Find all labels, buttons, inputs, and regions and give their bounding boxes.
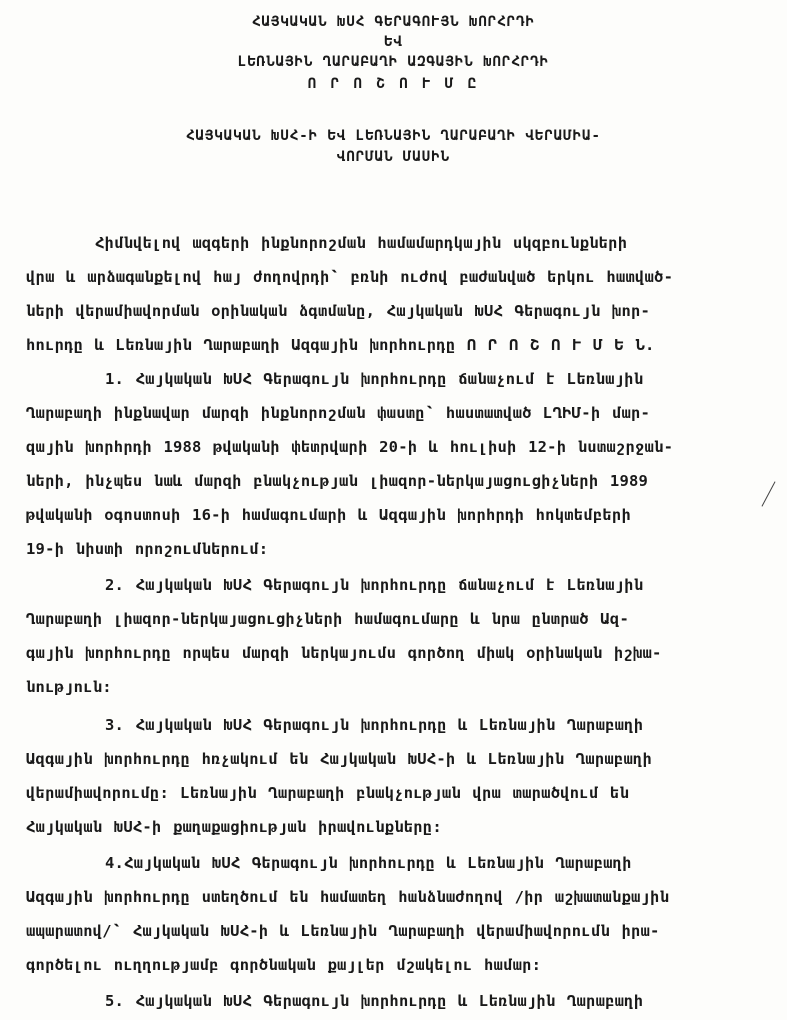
document-title-line-1: ՀԱՅԿԱԿԱՆ ԽՍՀ-Ի ԵՎ ԼԵՌՆԱՅԻՆ ՂԱՐԱԲԱՂԻ ՎԵՐԱՄԻԱ- xyxy=(186,128,601,144)
body-line-9: թվականի օգոստոսի 16-ի համագումարի և Ազգային խորհրդի հոկտեմբերի xyxy=(26,506,631,524)
body-line-5: 1. Հայկական ԽՍՀ Գերագույն խորհուրդը ճանաչում է Լեռնային xyxy=(105,370,644,388)
body-line-19: 4.Հայկական ԽՍՀ Գերագույն խորհուրդը և Լեռնային Ղարաբաղի xyxy=(105,854,632,872)
body-line-11: 2. Հայկական ԽՍՀ Գերագույն խորհուրդը ճանաչում է Լեռնային xyxy=(105,576,644,594)
body-line-2: վրա և արձագանքելով հայ ժողովրդի՝ բռնի ուժով բաժանված երկու հատված- xyxy=(26,268,674,286)
body-line-17: վերամիավորումը: Լեռնային Ղարաբաղի բնակչության վրա տարածվում են xyxy=(26,784,629,802)
body-line-13: գային խորհուրդը որպես մարզի ներկայումս գործող միակ օրինական իշխա- xyxy=(26,644,662,662)
body-line-1: Հիմնվելով ազգերի ինքնորոշման համամարդկային սկզբունքների xyxy=(95,234,628,252)
body-line-20: Ազգային խորհուրդը ստեղծում են համատեղ հանձնաժողով /իր աշխատանքային xyxy=(26,888,670,906)
header-line-1: ՀԱՅԿԱԿԱՆ ԽՍՀ ԳԵՐԱԳՈՒՅՆ ԽՈՐՀՐԴԻ xyxy=(252,14,535,30)
header-line-3: ԼԵՌՆԱՅԻՆ ՂԱՐԱԲԱՂԻ ԱԶԳԱՅԻՆ ԽՈՐՀՐԴԻ xyxy=(237,54,550,70)
body-line-7: զային խորհրդի 1988 թվականի փետրվարի 20-ի և հուլիսի 12-ի նստաշրջան- xyxy=(26,438,674,456)
body-line-10: 19-ի նիստի որոշումներում: xyxy=(26,540,269,558)
body-line-21: ապարատով/՝ Հայկական ԽՍՀ-ի և Լեռնային Ղարաբաղի վերամիավորումն իրա- xyxy=(26,922,660,940)
body-line-8: ների, ինչպես նաև մարզի բնակչության լիազոր-ներկայացուցիչների 1989 xyxy=(26,472,649,490)
header-line-2: ԵՎ xyxy=(384,34,403,50)
body-line-23: 5. Հայկական ԽՍՀ Գերագույն խորհուրդը և Լեռնային Ղարաբաղի xyxy=(105,992,644,1010)
body-line-6: Ղարաբաղի ինքնավար մարզի ինքնորոշման փաստը՝ հաստատված ԼՂԻՄ-ի մար- xyxy=(26,404,651,422)
body-line-12: Ղարաբաղի լիազոր-ներկայացուցիչների համագումարը և նրա ընտրած Ազ- xyxy=(26,610,629,628)
body-line-22: գործելու ուղղությամբ գործնական քայլեր մշակելու համար: xyxy=(26,956,542,974)
margin-pen-mark xyxy=(761,481,775,506)
document-title-line-2: ՎՈՐՄԱՆ ՄԱՍԻՆ xyxy=(336,149,451,165)
body-line-16: Ազգային խորհուրդը հռչակում են Հայկական ԽՍՀ-ի և Լեռնային Ղարաբաղի xyxy=(26,750,653,768)
body-line-15: 3. Հայկական ԽՍՀ Գերագույն խորհուրդը և Լեռնային Ղարաբաղի xyxy=(105,716,644,734)
body-line-3: ների վերամիավորման օրինական ձգտմանը, Հայկական ԽՍՀ Գերագույն խոր- xyxy=(26,302,651,320)
body-line-14: նություն: xyxy=(26,678,112,696)
body-line-4: հուրդը և Լեռնային Ղարաբաղի Ազգային խորհուրդը Ո Ր Ո Շ Ո Ւ Մ Ե Ն. xyxy=(26,336,655,354)
resolution-heading: Ո Ր Ո Շ Ո Ւ Մ Ը xyxy=(307,76,480,92)
body-line-18: Հայկական ԽՍՀ-ի քաղաքացիության իրավունքները: xyxy=(26,818,442,836)
